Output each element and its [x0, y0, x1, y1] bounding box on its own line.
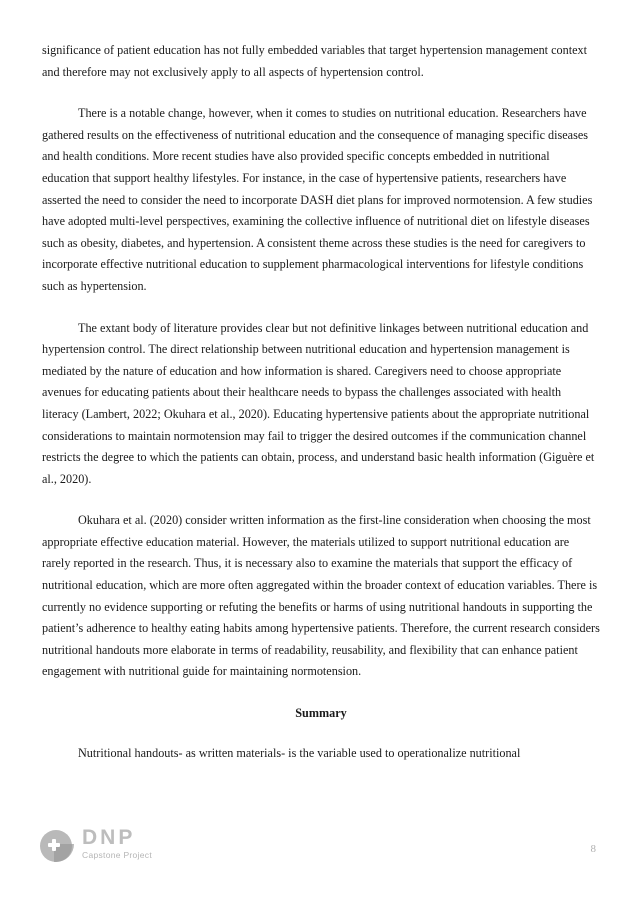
document-body — [42, 40, 600, 784]
paragraph-written-information: Okuhara et al. (2020) consider written information as the first-line consideration when choosing the most appropriate effective education material. However, the materials utilized to support nutritional education are rarely reported in the research. Thus, it is necessary also to examine the materials that support the efficacy of nutritional education, which are more often aggregated within the broader context of education variables. There is currently no evidence supporting or refuting the benefits or harms of using nutritional handouts in supporting the patient’s adherence to healthy eating habits among hypertensive patients. Therefore, the current research considers nutritional handouts more elaborate in terms of readability, reusability, and flexibility that can enhance patient engagement with nutritional guide for maintaining normotension. — [42, 513, 600, 679]
section-heading-summary: Summary — [295, 706, 347, 721]
logo-subtitle: Capstone Project — [82, 850, 153, 860]
paragraph-summary: Nutritional handouts- as written materials- is the variable used to operationalize nutritional — [78, 745, 521, 760]
paragraph-nutritional-education: There is a notable change, however, when it comes to studies on nutritional education. Researchers have gathered results on the effectiveness of nutritional education and the consequence of managing specific diseases and health conditions. More recent studies have also provided specific concepts embedded in nutritional education that support healthy lifestyles. For instance, in the case of hypertensive patients, researchers have asserted the need to consider the need to incorporate DASH diet plans for improved normotension. A few studies have adopted multi-level perspectives, examining the collective influence of nutritional diet on lifestyle diseases such as obesity, diabetes, and hypertension. A consistent theme across these studies is the need for caregivers to incorporate effective nutritional education to supplement pharmacological interventions for lifestyle conditions such as hypertension. — [42, 106, 593, 293]
paragraph-literature-linkages: The extant body of literature provides clear but not definitive linkages between nutritional education and hypertension control. The direct relationship between nutritional education and hypertension management is mediated by the nature of education and how information is shared. Caregivers need to choose appropriate avenues for educating patients about their healthcare needs to bypass the challenges associated with health literacy (Lambert, 2022; Okuhara et al., 2020). Educating hypertensive patients about the appropriate nutritional considerations to maintain normotension may fail to trigger the desired outcomes if the communication channel restricts the degree to which the patients can obtain, process, and understand basic health information (Giguère et al., 2020). — [42, 320, 595, 486]
paragraph-continuation: significance of patient education has not fully embedded variables that target hypertension management context and therefore may not exclusively apply to all aspects of hypertension control. — [42, 43, 587, 79]
logo-wordmark: DNP — [82, 826, 136, 849]
dnp-capstone-logo — [40, 826, 180, 866]
page-number: 8 — [590, 843, 596, 855]
